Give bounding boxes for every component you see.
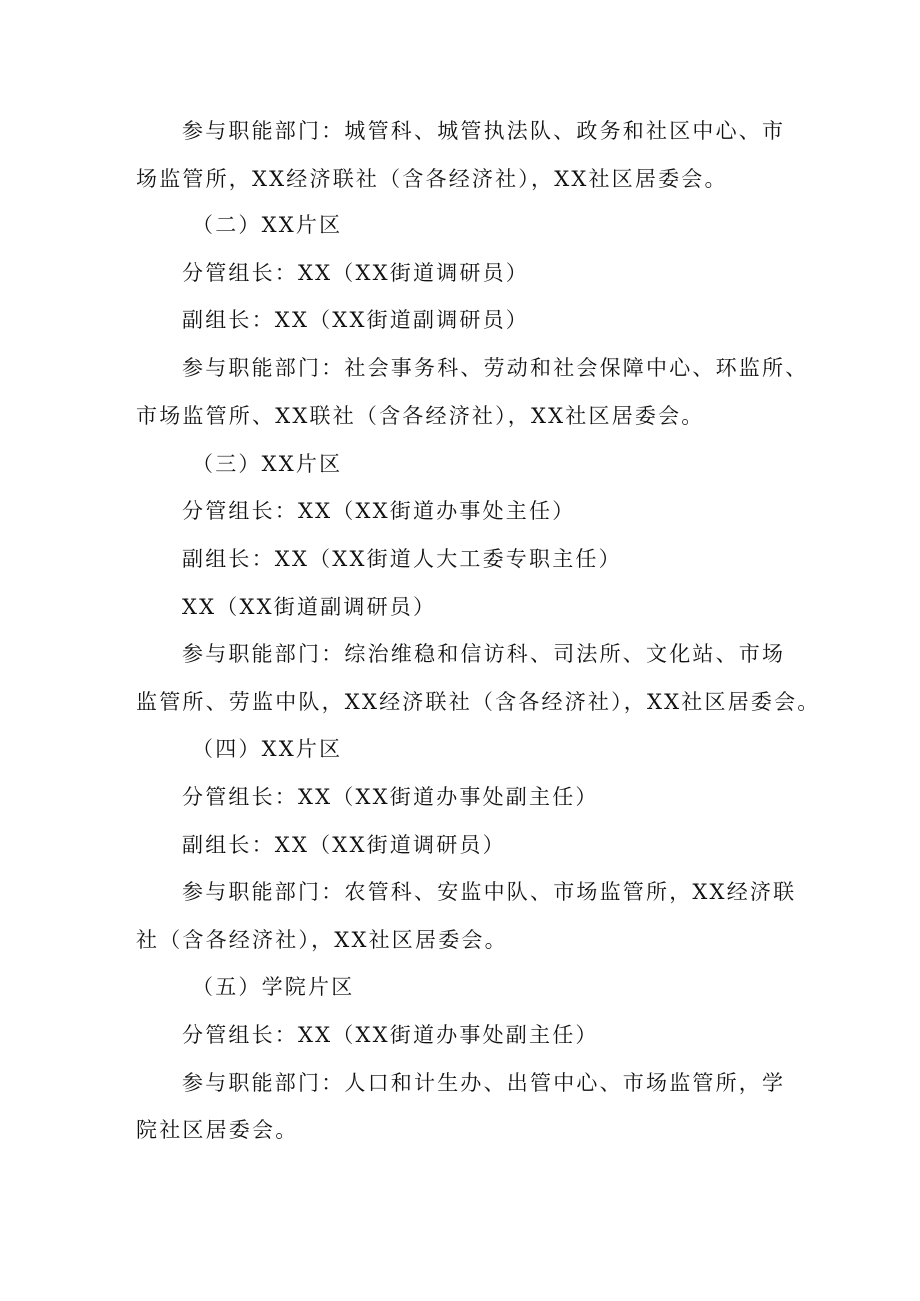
leader-line: 分管组长：XX（XX街道调研员） xyxy=(182,261,529,285)
paragraph-departments-4-line-2: 社（含各经济社），XX社区居委会。 xyxy=(136,928,508,952)
paragraph-departments-5-line-1: 参与职能部门：人口和计生办、出管中心、市场监管所，学 xyxy=(182,1071,786,1095)
leader-line: 分管组长：XX（XX街道办事处主任） xyxy=(182,499,576,523)
section-heading-2: （二）XX片区 xyxy=(192,213,343,237)
deputy-leader-line: 副组长：XX（XX街道人大工委专职主任） xyxy=(182,547,622,571)
deputy-leader-line: 副组长：XX（XX街道调研员） xyxy=(182,833,506,857)
paragraph-departments-5-line-2: 院社区居委会。 xyxy=(136,1118,299,1142)
deputy-leader-line: 副组长：XX（XX街道副调研员） xyxy=(182,308,529,332)
paragraph-departments-2-line-1: 参与职能部门：社会事务科、劳动和社会保障中心、环监所、 xyxy=(182,356,809,380)
deputy-leader-line-2: XX（XX街道副调研员） xyxy=(182,595,437,619)
paragraph-departments-2-line-2: 市场监管所、XX联社（含各经济社），XX社区居委会。 xyxy=(136,404,705,428)
leader-line: 分管组长：XX（XX街道办事处副主任） xyxy=(182,1023,599,1047)
paragraph-departments-4-line-1: 参与职能部门：农管科、安监中队、市场监管所，XX经济联 xyxy=(182,880,797,904)
paragraph-departments-3-line-2: 监管所、劳监中队，XX经济联社（含各经济社），XX社区居委会。 xyxy=(136,690,821,714)
section-heading-4: （四）XX片区 xyxy=(192,737,343,761)
section-heading-5: （五）学院片区 xyxy=(192,975,355,999)
leader-line: 分管组长：XX（XX街道办事处副主任） xyxy=(182,785,599,809)
paragraph-departments-1-line-2: 场监管所，XX经济联社（含各经济社），XX社区居委会。 xyxy=(136,167,728,191)
paragraph-departments-3-line-1: 参与职能部门：综治维稳和信访科、司法所、文化站、市场 xyxy=(182,642,786,666)
paragraph-departments-1-line-1: 参与职能部门：城管科、城管执法队、政务和社区中心、市 xyxy=(182,119,786,143)
section-heading-3: （三）XX片区 xyxy=(192,452,343,476)
